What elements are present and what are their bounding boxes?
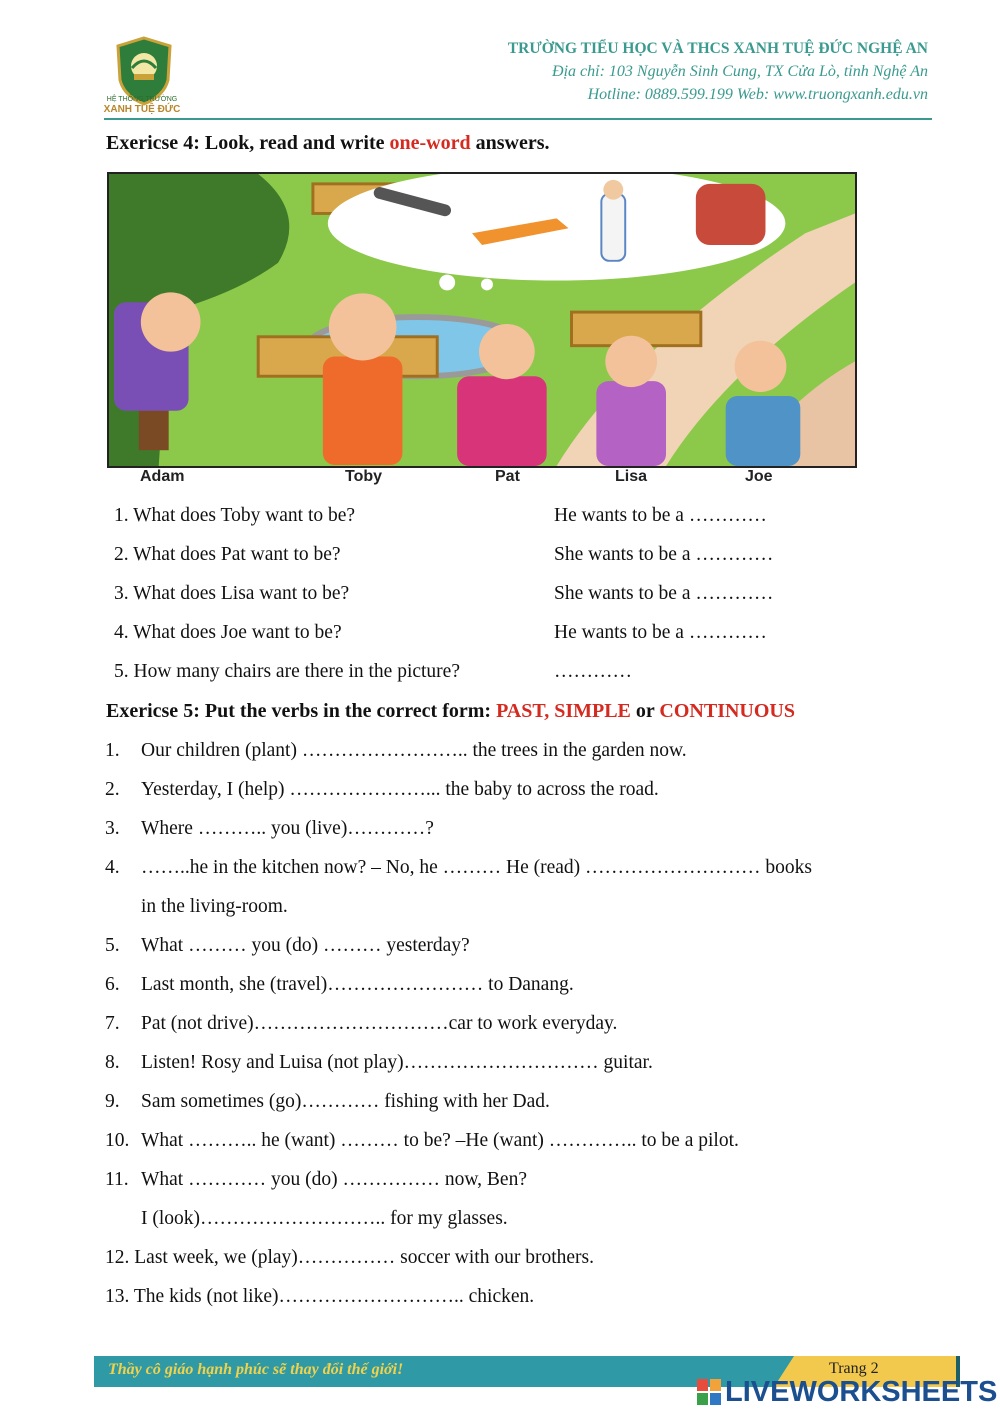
- exercise-4-title: Exericse 4: Look, read and write one-word answers.: [106, 132, 550, 154]
- child-name-toby: Toby: [345, 468, 383, 485]
- ex5-sentence-continued: in the living-room.: [141, 896, 288, 917]
- ex5-sentence[interactable]: Our children (plant) …………………….. the trees in the garden now.: [141, 740, 687, 761]
- child-name-adam: Adam: [140, 468, 185, 485]
- header-divider: [104, 118, 932, 120]
- ex5-sentence[interactable]: What ……….. he (want) ……… to be? –He (want) ………….. to be a pilot.: [141, 1130, 739, 1151]
- exercise-5-title: Exericse 5: Put the verbs in the correct form: PAST, SIMPLE or CONTINUOUS: [106, 700, 795, 722]
- school-address: Địa chỉ: 103 Nguyễn Sinh Cung, TX Cửa Lò, tỉnh Nghệ An: [552, 63, 928, 80]
- ex4-answer-4[interactable]: He wants to be a …………: [554, 622, 767, 643]
- ex4-question-1: 1. What does Toby want to be?: [114, 505, 356, 526]
- ex5-sentence[interactable]: Last month, she (travel)…………………… to Danang.: [141, 974, 574, 995]
- ex5-number: 7.: [105, 1013, 120, 1034]
- ex4-question-3: 3. What does Lisa want to be?: [114, 583, 350, 604]
- ex5-sentence[interactable]: Listen! Rosy and Luisa (not play)………………………… guitar.: [141, 1052, 653, 1073]
- ex5-number: 4.: [105, 857, 120, 878]
- logo-name: XANH TUỆ ĐỨC: [103, 104, 181, 115]
- ex5-number: 1.: [105, 740, 120, 761]
- school-name: TRƯỜNG TIỂU HỌC VÀ THCS XANH TUỆ ĐỨC NGHỆ AN: [507, 40, 928, 57]
- liveworksheets-text: LIVEWORKSHEETS: [725, 1375, 998, 1408]
- ex5-number: 2.: [105, 779, 120, 800]
- ex5-sentence[interactable]: Yesterday, I (help) …………………... the baby to across the road.: [141, 779, 659, 800]
- child-name-pat: Pat: [495, 468, 520, 485]
- ex5-number: 9.: [105, 1091, 120, 1112]
- ex5-sentence[interactable]: I (look)……………………….. for my glasses.: [141, 1208, 508, 1229]
- ex5-sentence[interactable]: 13. The kids (not like)……………………….. chicken.: [105, 1286, 535, 1307]
- child-name-lisa: Lisa: [615, 468, 648, 485]
- ex4-answer-2[interactable]: She wants to be a …………: [554, 544, 774, 565]
- footer-motto: Thầy cô giáo hạnh phúc sẽ thay đổi thế giới!: [108, 1361, 404, 1378]
- ex5-number: 11.: [105, 1169, 129, 1190]
- ex5-number: 5.: [105, 935, 120, 956]
- school-hotline: Hotline: 0889.599.199 Web: www.truongxanh.edu.vn: [587, 86, 928, 103]
- ex5-sentence[interactable]: What ………… you (do) …………… now, Ben?: [141, 1169, 527, 1190]
- ex4-answer-1[interactable]: He wants to be a …………: [554, 505, 767, 526]
- ex5-number: 10.: [105, 1130, 130, 1151]
- ex4-answer-3[interactable]: She wants to be a …………: [554, 583, 774, 604]
- ex4-question-2: 2. What does Pat want to be?: [114, 544, 341, 565]
- ex5-number: 6.: [105, 974, 120, 995]
- ex5-sentence[interactable]: Sam sometimes (go)………… fishing with her Dad.: [141, 1091, 550, 1112]
- ex5-sentence[interactable]: 12. Last week, we (play)…………… soccer with our brothers.: [105, 1247, 594, 1268]
- ex5-number: 8.: [105, 1052, 120, 1073]
- logo-caption: HỆ THỐNG TRƯỜNG: [106, 96, 178, 103]
- ex5-sentence[interactable]: ……..he in the kitchen now? – No, he ……… He (read) ……………………… books: [141, 857, 813, 878]
- ex5-sentence[interactable]: What ……… you (do) ……… yesterday?: [141, 935, 470, 956]
- child-name-joe: Joe: [745, 468, 773, 485]
- liveworksheets-watermark: [697, 1376, 997, 1408]
- ex5-number: 3.: [105, 818, 120, 839]
- liveworksheets-logo-icon: [697, 1379, 721, 1405]
- ex5-sentence[interactable]: Pat (not drive)…………………………car to work everyday.: [141, 1013, 618, 1034]
- page-number: Trang 2: [829, 1360, 879, 1377]
- ex4-question-5: 5. How many chairs are there in the picture?: [114, 661, 460, 682]
- ex4-answer-5[interactable]: …………: [554, 661, 632, 682]
- park-illustration: [107, 172, 857, 468]
- ex4-question-4: 4. What does Joe want to be?: [114, 622, 342, 643]
- ex5-sentence[interactable]: Where ……….. you (live)…………?: [141, 818, 434, 839]
